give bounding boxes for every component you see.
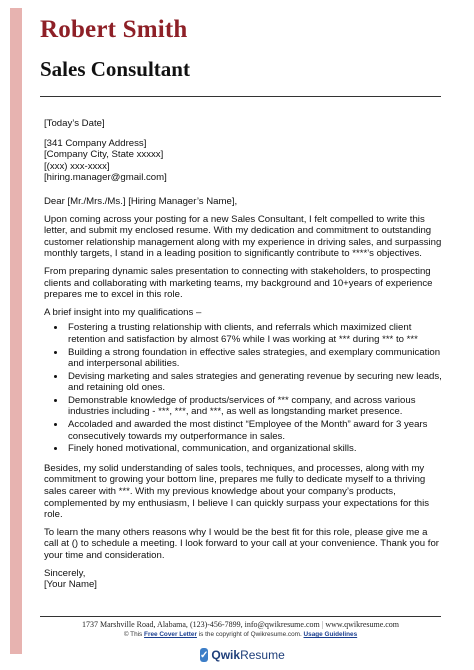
footer-email[interactable]: info@qwikresume.com	[244, 620, 320, 629]
header-divider	[40, 96, 441, 97]
signature-block	[44, 568, 444, 591]
footer-address: 1737 Marshville Road, Alabama,	[81, 620, 188, 629]
applicant-job-title: Sales Consultant	[40, 57, 190, 81]
free-cover-letter-link[interactable]: Free Cover Letter	[144, 631, 197, 638]
list-item: • Devising marketing and sales strategies and generating revenue by securing new leads, and retaining old ones.	[66, 371, 444, 394]
list-item: • Fostering a trusting relationship with clients, and referrals which maximized client retention and satisfaction by almost 67% while I was working at *** during *** to ***	[66, 322, 444, 345]
list-item: • Finely honed motivational, communication, and organizational skills.	[66, 443, 444, 455]
footer-divider	[40, 616, 441, 617]
letter-date: [Today’s Date]	[44, 118, 105, 129]
qualifications-intro: A brief insight into my qualifications –	[44, 306, 202, 318]
list-item: • Building a strong foundation in effective sales strategies, and exemplary communication and interpersonal abilities.	[66, 347, 444, 370]
list-item: • Demonstrable knowledge of products/services of *** company, and across various industries including - ***, ***, and ***, as well as longstanding market presence.	[66, 395, 444, 418]
copyright-credit	[40, 631, 441, 638]
paragraph-closing: To learn the many others reasons why I would be the best fit for this role, please give me a call at () to schedule a meeting. I look forward to your call at your convenience. Thank you for your time and consideration.	[44, 526, 439, 561]
usage-guidelines-link[interactable]: Usage Guidelines	[303, 631, 358, 638]
paragraph-background: From preparing dynamic sales presentation to connecting with stakeholders, to prospecting clients and collaborating with marketing teams, my background and 10+years of experience prepares me to excel in this role.	[44, 265, 433, 301]
credit-middle: is the copyright of Qwikresume.com.	[198, 631, 302, 638]
closing: Sincerely,	[44, 567, 86, 579]
decorative-side-bar	[10, 8, 22, 654]
salutation: Dear [Mr./Mrs./Ms.] [Hiring Manager’s Name],	[44, 195, 238, 207]
recipient-address	[44, 138, 444, 184]
paragraph-intro: Upon coming across your posting for a new Sales Consultant, I felt compelled to write this letter, and submit my enclosed resume. With my dedication and commitment to outstanding customer relationship management along with my experience in driving sales, and surpassing monthly targets, I stand in a leading position to significantly contribute to ****’s objectives.	[44, 213, 442, 260]
applicant-name: Robert Smith	[40, 16, 188, 43]
signature-name: [Your Name]	[44, 579, 97, 591]
logo-text-qwik: Qwik	[211, 648, 241, 662]
credit-prefix: © This	[123, 631, 143, 638]
logo-text-resume: Resume	[240, 648, 285, 662]
address-line: [(xxx) xxx-xxxx]	[44, 160, 110, 172]
list-item: • Accoladed and awarded the most distinct “Employee of the Month” award for 3 years consecutively towards my outperformance in sales.	[66, 419, 444, 442]
separator: |	[321, 620, 324, 629]
address-line: [hiring.manager@gmail.com]	[44, 172, 167, 184]
letter-body	[44, 118, 444, 591]
footer-contact	[40, 620, 441, 629]
qualifications-list	[44, 322, 444, 455]
address-line: [341 Company Address]	[44, 137, 147, 149]
qwikresume-logo-icon: ✓	[200, 649, 209, 661]
footer-phone: (123)-456-7899,	[189, 620, 243, 629]
qwikresume-logo[interactable]	[200, 646, 285, 664]
footer-website[interactable]: www.qwikresume.com	[325, 620, 400, 629]
address-line: [Company City, State xxxxx]	[44, 149, 164, 161]
paragraph-skills: Besides, my solid understanding of sales tools, techniques, and processes, along with my commitment to growing your bottom line, prepares me fully to dedicate myself to a thriving sales career with ***. With my previous knowledge about your company’s products, complemented by my enthusiasm, I believe I can quickly surpass your expectations for this role.	[44, 462, 429, 521]
